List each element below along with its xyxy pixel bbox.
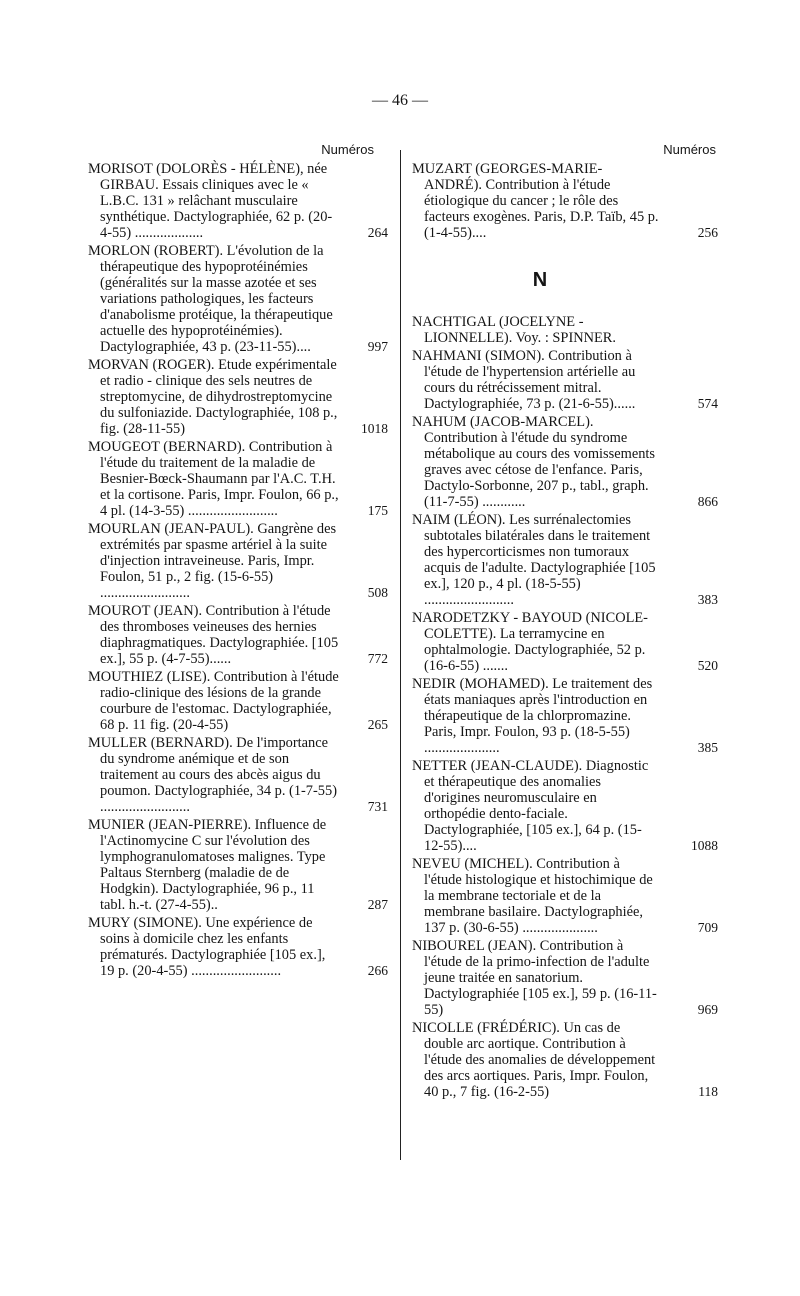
index-entry [88,521,388,601]
entry-number: 385 [697,740,718,755]
entry-number: 574 [697,396,718,411]
entry-text: NETTER (JEAN-CLAUDE). Diagnostic et thérapeutique des anomalies d'origines neuromusculaire en orthopédie dento-faciale. Dactylographiée, [105 ex.], 64 p. (15-12-55).... [412,758,649,854]
right-entries-before [412,161,718,241]
index-entry [412,758,718,854]
index-entry [412,856,718,936]
entry-text: NARODETZKY - BAYOUD (NICOLE-COLETTE). La terramycine en ophtalmologie. Dactylographiée, 52 p. (16-6-55) ....... [412,610,648,674]
entry-number: 997 [367,339,388,354]
index-entry [88,735,388,815]
index-entry [412,676,718,756]
index-entry [88,243,388,355]
entry-text: MOURLAN (JEAN-PAUL). Gangrène des extrémités par spasme artériel à la suite d'injection intraveineuse. Paris, Impr. Foulon, 51 p., 2 fig. (15-6-55) ......................... [88,521,337,601]
index-entry [412,938,718,1018]
entry-number: 256 [697,225,718,240]
index-entry [88,915,388,979]
index-entry [412,348,718,412]
entry-number: 265 [367,717,388,732]
index-entry [412,314,708,346]
entry-text: NACHTIGAL (JOCELYNE - LIONNELLE). Voy. : SPINNER. [412,314,617,346]
entry-text: MURY (SIMONE). Une expérience de soins à domicile chez les enfants prématurés. Dactylographiée [105 ex.], 19 p. (20-4-55) ......................... [88,915,326,979]
entry-number: 731 [367,799,388,814]
entry-number: 969 [697,1002,718,1017]
entry-number: 520 [697,658,718,673]
entry-text: MOUROT (JEAN). Contribution à l'étude des thromboses veineuses des hernies diaphragmatiques. Dactylographiée. [105 ex.], 55 p. (4-7-55)...... [88,603,339,667]
index-entry [88,817,388,913]
right-column [412,139,718,1102]
entry-number: 1088 [691,838,718,853]
entry-text: MOUGEOT (BERNARD). Contribution à l'étude du traitement de la maladie de Besnier-Bœck-Shaumann par l'A.C. T.H. et la cortisone. Paris, Impr. Foulon, 66 p., 4 pl. (14-3-55) ......................... [88,439,339,519]
index-entry [412,161,718,241]
entry-number: 266 [367,963,388,978]
entry-number: 264 [367,225,388,240]
section-letter: N [532,269,548,291]
index-entry [412,610,718,674]
entry-text: MULLER (BERNARD). De l'importance du syndrome anémique et de son traitement au cours des abcès aigus du poumon. Dactylographiée, 34 p. (1-7-55) ......................... [88,735,337,815]
index-entry [88,357,388,437]
entry-text: NAHUM (JACOB-MARCEL). Contribution à l'étude du syndrome métabolique au cours des vomissements graves avec cétose de l'enfance. Paris, Dactylo-Sorbonne, 207 p., tabl., graph. (11-7-55) ............ [412,414,656,510]
index-entry [88,161,388,241]
entry-number: 772 [367,651,388,666]
entry-text: MUNIER (JEAN-PIERRE). Influence de l'Actinomycine C sur l'évolution des lymphogranulomatoses malignes. Type Paltaus Sternberg (maladie de de Hodgkin). Dactylographiée, 96 p., 11 tabl. h.-t. (27-4-55).. [88,817,327,913]
column-divider [400,150,401,1160]
entry-text: MORISOT (DOLORÈS - HÉLÈNE), née GIRBAU. Essais cliniques avec le « L.B.C. 131 » relâchant musculaire synthétique. Dactylographiée, 62 p. (20-4-55) ................... [88,161,333,241]
entry-text: NEDIR (MOHAMED). Le traitement des états maniaques après l'introduction en thérapeutique de la chlorpromazine. Paris, Impr. Foulon, 93 p. (18-5-55) ..................... [412,676,653,756]
entry-number: 287 [367,897,388,912]
index-entry [412,1020,718,1100]
left-entries [88,161,388,979]
index-entry [88,603,388,667]
entry-number: 866 [697,494,718,509]
entry-text: NIBOUREL (JEAN). Contribution à l'étude de la primo-infection de l'adulte jeune traitée en sanatorium. Dactylographiée [105 ex.], 59 p. (16-11-55) [412,938,657,1018]
page-number: — 46 — [372,92,428,109]
left-column [88,139,388,981]
entry-text: NEVEU (MICHEL). Contribution à l'étude histologique et histochimique de la membrane tectoriale et de la membrane basilaire. Dactylographiée, 137 p. (30-6-55) ..................... [412,856,653,936]
entry-text: MUZART (GEORGES-MARIE-ANDRÉ). Contribution à l'étude étiologique du cancer ; le rôle des facteurs exogènes. Paris, D.P. Taïb, 45 p. (1-4-55).... [412,161,659,241]
entry-number: 383 [697,592,718,607]
entry-number: 508 [367,585,388,600]
index-entry [412,414,718,510]
entry-text: NAIM (LÉON). Les surrénalectomies subtotales bilatérales dans le traitement des hypercorticismes non tumoraux acquis de l'adulte. Dactylographiée [105 ex.], 120 p., 4 pl. (18-5-55) ......................... [412,512,656,608]
entry-text: NICOLLE (FRÉDÉRIC). Un cas de double arc aortique. Contribution à l'étude des anomalies de développement des arcs aortiques. Paris, Impr. Foulon, 40 p., 7 fig. (16-2-55) [412,1020,656,1100]
entry-number: 709 [697,920,718,935]
entry-text: MOUTHIEZ (LISE). Contribution à l'étude radio-clinique des lésions de la grande courbure de l'estomac. Dactylographiée, 68 p. 11 fig. (20-4-55) [88,669,339,733]
index-entry [88,439,388,519]
entry-text: NAHMANI (SIMON). Contribution à l'étude de l'hypertension artérielle au cours du rétrécissement mitral. Dactylographiée, 73 p. (21-6-55)...... [412,348,636,412]
right-column-header: Numéros [663,142,716,157]
entry-number: 175 [367,503,388,518]
entry-text: MORVAN (ROGER). Etude expérimentale et radio - clinique des sels neutres de streptomycine, de dihydrostreptomycine du sulfoniazide. Dactylographiée, 108 p., fig. (28-11-55) [88,357,338,437]
right-entries-after [412,314,718,1100]
entry-text: MORLON (ROBERT). L'évolution de la thérapeutique des hypoprotéinémies (généralités sur la masse azotée et ses variations pathologiques, les facteurs d'anabolisme protéique, la thérapeutique actuelle des hypoprotéinémies). Dactylographiée, 43 p. (23-11-55).... [88,243,333,355]
entry-number: 118 [698,1084,718,1099]
index-entry [88,669,388,733]
index-entry [412,512,718,608]
left-column-header: Numéros [321,142,374,157]
entry-number: 1018 [361,421,388,436]
